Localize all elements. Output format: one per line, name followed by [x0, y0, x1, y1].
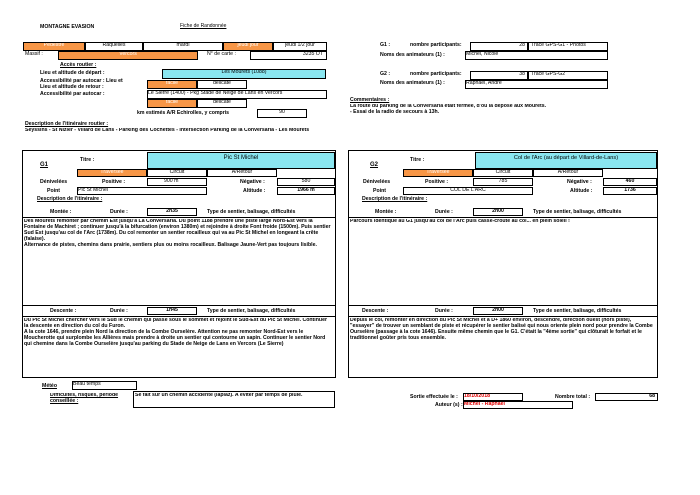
- g2-point-label: Point: [373, 188, 386, 194]
- total: 68: [595, 393, 658, 401]
- g1-down-path-label: Type de sentier, balisage, difficultés: [207, 308, 296, 314]
- author-label: Auteur (s) :: [435, 402, 463, 408]
- g1-den-label: Dénivelées: [40, 179, 68, 185]
- activity-cell: Pédestre: [23, 42, 85, 51]
- g2-pos-label: Positive :: [425, 179, 449, 185]
- meteo: Beau temps: [72, 381, 137, 390]
- g1-pos: 900 m: [147, 178, 207, 186]
- comments-title: Commentaires :: [350, 97, 390, 103]
- g2-leaders-label: Noms des animateurs (1) :: [380, 80, 445, 86]
- g2-label: G2: [370, 162, 379, 168]
- g2-alt: 1736: [603, 187, 657, 195]
- g1-up-dur: 2h35: [147, 208, 197, 216]
- g2-count: 38: [470, 71, 528, 80]
- g2-down-dur-label: Durée :: [435, 308, 453, 314]
- access1-facile: facile: [147, 80, 197, 89]
- access-title: Accès routier :: [60, 62, 97, 68]
- g2-leaders: Raphaël, André: [465, 80, 608, 89]
- massif-cell: Vercors: [58, 51, 198, 60]
- g2-up-path-label: Type de sentier, balisage, difficultés: [533, 209, 622, 215]
- g1-up-label: Montée :: [50, 209, 72, 215]
- g2-gps: Tracé GPS-G2: [528, 71, 608, 80]
- divider: [348, 217, 658, 218]
- g1-aretour: A/Retour: [207, 169, 277, 177]
- g1-down-label: Descente :: [50, 308, 77, 314]
- g1-leaders: Michel, Nicole: [465, 51, 608, 60]
- g1-down-dur-label: Durée :: [110, 308, 128, 314]
- difficulty-label: Difficultés, risques, période conseillée :: [50, 393, 119, 404]
- massif-label: Massif :: [25, 51, 43, 57]
- road-desc-title: Description de l'itinéraire routier :: [25, 121, 109, 127]
- g2-down-label: Descente :: [362, 308, 389, 314]
- g1-alt: 1966 m: [277, 187, 335, 195]
- leader-cell: Raquelles: [85, 42, 143, 51]
- sheet-title: Fiche de Randonnée: [180, 23, 227, 29]
- g1-title: Pic St Michel: [147, 152, 335, 169]
- g2-traversee: Traversée: [403, 169, 473, 177]
- g1-circuit: Circuit: [147, 169, 207, 177]
- difficulty: Se fait sur un chemin accidenté (lapiaz). A éviter par temps de pluie.: [135, 393, 303, 398]
- g1-neg-label: Négative :: [240, 179, 265, 185]
- g2-up-dur: 2h00: [473, 208, 523, 216]
- g2-down-path-label: Type de sentier, balisage, difficultés: [533, 308, 622, 314]
- km-label: km estimés A/R Echirolles, y compris: [137, 110, 230, 116]
- g1-neg: 580: [277, 178, 335, 186]
- map-cell: 3235 OT: [250, 51, 327, 60]
- g2-pos: 785: [473, 178, 533, 186]
- comments: La route du parking de la Conversaria était fermée, d'où la dépose aux Mourets. - Essai de la radio de secours à 13h.: [350, 104, 547, 115]
- g1-traversee: Traversée: [77, 169, 147, 177]
- date: 18/10/2018: [463, 393, 523, 401]
- g2-neg: 460: [603, 178, 657, 186]
- km-value: 90: [257, 109, 307, 118]
- g1-point: Pic St Michel: [77, 187, 207, 195]
- g2-alt-label: Altitude :: [570, 188, 593, 194]
- g1-gps: Tracé GPS-G1 - Photos: [528, 42, 608, 51]
- g2-desc-title: Description de l'itinéraire :: [362, 196, 428, 202]
- g2-aretour: A/Retour: [533, 169, 603, 177]
- g1-count-label: nombre participants:: [410, 42, 462, 48]
- g2-den-label: Dénivelées: [363, 179, 391, 185]
- g1-desc-title: Description de l'itinéraire :: [37, 196, 103, 202]
- g2-neg-label: Négative :: [567, 179, 592, 185]
- g2-up-dur-label: Durée :: [435, 209, 453, 215]
- g2-title: Col de l'Arc (au départ de Villard-de-Lans): [475, 152, 657, 169]
- bus-place: Le Sierre (1400) - Pkg Stade de Neige de Lans en Vercors: [147, 90, 327, 99]
- author: Michel - Raphaël: [463, 401, 573, 409]
- access2-delicate: délicate: [197, 99, 247, 108]
- g2-down-dur: 2h00: [473, 307, 523, 315]
- g2-title-label: Titre :: [410, 157, 425, 163]
- divider: [22, 217, 336, 218]
- g2-up-text: Parcours identique au G1 jusqu'au col de l'Arc puis casse-croûte au col... en plein soleil !: [350, 219, 570, 224]
- meteo-label: Météo: [42, 383, 57, 389]
- g2-circuit: Circuit: [473, 169, 533, 177]
- g1-pos-label: Positive :: [102, 179, 126, 185]
- g1-count-group: G1 :: [380, 42, 391, 48]
- divider: [22, 305, 336, 306]
- access1-delicate: délicate: [197, 80, 247, 89]
- access2-facile: facile: [147, 99, 197, 108]
- divider: [348, 305, 658, 306]
- g1-down-text: Du Pic St Michel chercher vers le Sud le chemin qui passe sous le sommet et rejoint le Sud-Est du Pic St Michel. Continuer la descente en direction du col du Furon. A la cote 1646, prendre plein Nord la direction de la Combe Ourselère. Attention ne pas remonter Nord-Est vers le Moucherotte qui surplombe les Allières mais prendre à droite un sentier qui contourne un sapin. Continuer le sentier Nord qui chemine dans la Combe Ourselère jusqu'au parking du Stade de Neige de Lans en Vercors (Le Sierre): [24, 318, 327, 347]
- g1-down-dur: 1h45: [147, 307, 197, 315]
- return-label: Lieu et altitude de retour :: [40, 84, 104, 90]
- g2-up-label: Montée :: [375, 209, 397, 215]
- g1-up-text: Des Mourets remonter par chemin Est jusqu'à La Conversaria. Du point 1188 prendre une piste large Nord-Est vers la Fontaine de Machiret ; continuer jusqu'à la bifurcation (environ 1380m) et rejoindre à droite Font froide (1500m). Puis sentier Sud Est jusqu'au col de l'Arc (1738m). Du col remonter un sentier rocailleux qui va au Pic St Michel en longeant la crête (falaise). Alternance de pistes, chemins dans prairie, sentiers plus ou moins rocailleux. Balisage Jaune-Vert pas toujours lisible.: [24, 219, 331, 248]
- g2-count-group: G2 :: [380, 71, 391, 77]
- divider: [348, 316, 658, 317]
- g2-count-label: nombre participants:: [410, 71, 462, 77]
- g2-down-text: Depuis le col, remonter en direction du Pic St Michel et à D+ 1860 environ, descendre, direction ouest (hors piste), "essayer" de trouver un semblant de piste et récupérer le sentier balisé qui nous oriente plein nord pour prendre la Combe Ourselère (passage à la cote 1646). Ensuite même chemin que le G1. C'était la "4ème sortie" qui clôturait le forfait et le traditionnel goûter pris tous ensemble.: [350, 318, 653, 341]
- duration-cell: jeudi 1/2 jour: [273, 42, 327, 51]
- start-label: Lieu et altitude de départ :: [40, 70, 105, 76]
- day-type-cell: jeudi jour: [223, 42, 273, 51]
- org-name: MONTAGNE EVASION: [40, 24, 95, 30]
- g1-label: G1: [40, 162, 49, 168]
- start-value: Les Mourets (1088): [162, 69, 326, 79]
- g1-up-dur-label: Durée :: [110, 209, 128, 215]
- g1-leaders-label: Noms des animateurs (1) :: [380, 52, 445, 58]
- total-label: Nombre total :: [555, 394, 591, 400]
- road-desc: Seyssins - St Nizier - Villard de Lans - Parking des Cochettes - Intersection Parking de la Conversaria - Les Mourets: [25, 128, 310, 133]
- g1-up-path-label: Type de sentier, balisage, difficultés: [207, 209, 296, 215]
- g1-point-label: Point: [47, 188, 60, 194]
- divider: [22, 316, 336, 317]
- car-label: Accessibilité par autocar : Lieu et: [40, 78, 123, 84]
- day-cell: mardi: [143, 42, 223, 51]
- date-label: Sortie effectuée le :: [410, 394, 458, 400]
- g1-alt-label: Altitude :: [243, 188, 266, 194]
- bus-label: Accessibilité par autocar :: [40, 91, 105, 97]
- g1-count: 28: [470, 42, 528, 51]
- g2-point: COL DE L'ARC: [403, 187, 533, 195]
- map-label: N° de carte :: [207, 51, 236, 57]
- g1-title-label: Titre :: [80, 157, 95, 163]
